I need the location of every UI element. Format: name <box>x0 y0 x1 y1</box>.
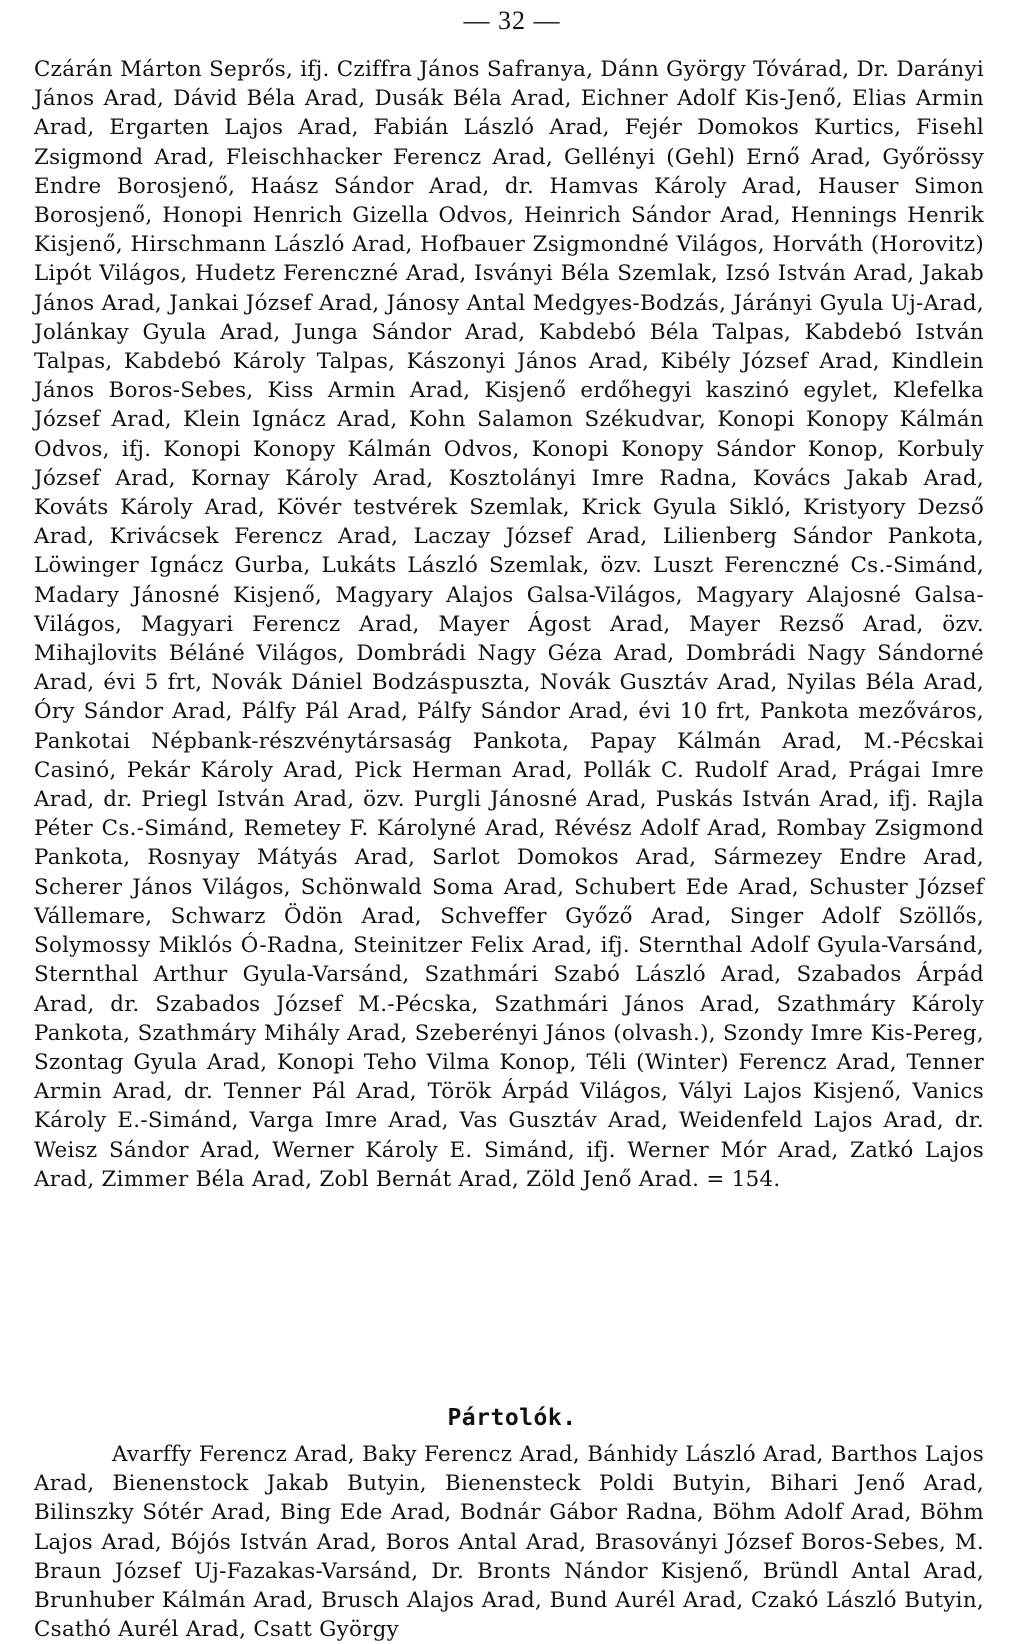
member-list <box>34 55 984 1194</box>
page-number: — 32 — <box>463 6 561 35</box>
patron-list <box>34 1440 984 1644</box>
section-title-patrons: Pártolók. <box>447 1405 577 1431</box>
document-page <box>34 0 990 1643</box>
member-list-paragraph: Czárán Márton Seprős, ifj. Cziffra János Safranya, Dánn György Tóvárad, Dr. Darányi János Arad, Dávid Béla Arad, Dusák Béla Arad, Eichner Adolf Kis-Jenő, Elias Armin Arad, Ergarten Lajos Arad, Fabián László Arad, Fejér Domokos Kurtics, Fisehl Zsigmond Arad, Fleischhacker Ferencz Arad, Gellényi (Gehl) Ernő Arad, Győrössy Endre Borosjenő, Haász Sándor Arad, dr. Hamvas Károly Arad, Hauser Simon Borosjenő, Honopi Henrich Gizella Odvos, Heinrich Sándor Arad, Hennings Henrik Kisjenő, Hirschmann László Arad, Hofbauer Zsigmondné Világos, Horváth (Horovitz) Lipót Világos, Hudetz Ferenczné Arad, Isványi Béla Szemlak, Izsó István Arad, Jakab János Arad, Jankai József Arad, Jánosy Antal Medgyes-Bodzás, Járányi Gyula Uj-Arad, Jolánkay Gyula Arad, Junga Sándor Arad, Kabdebó Béla Talpas, Kabdebó István Talpas, Kabdebó Károly Talpas, Kászonyi János Arad, Kibély József Arad, Kindlein János Boros-Sebes, Kiss Armin Arad, Kisjenő erdőhegyi kaszinó egylet, Klefelka József Arad, Klein Ignácz Arad, Kohn Salamon Székudvar, Konopi Konopy Kálmán Odvos, ifj. Konopi Konopy Kálmán Odvos, Konopi Konopy Sándor Konop, Korbuly József Arad, Kornay Károly Arad, Kosztolányi Imre Radna, Kovács Jakab Arad, Kováts Károly Arad, Kövér testvérek Szemlak, Krick Gyula Sikló, Kristyory Dezső Arad, Krivácsek Ferencz Arad, Laczay József Arad, Lilienberg Sándor Pankota, Löwinger Ignácz Gurba, Lukáts László Szemlak, özv. Luszt Ferenczné Cs.-Simánd, Madary Jánosné Kisjenő, Magyary Alajos Galsa-Világos, Magyary Alajosné Galsa-Világos, Magyari Ferencz Arad, Mayer Ágost Arad, Mayer Rezső Arad, özv. Mihajlovits Béláné Világos, Dombrádi Nagy Géza Arad, Dombrádi Nagy Sándorné Arad, évi 5 frt, Novák Dániel Bodzáspuszta, Novák Gusztáv Arad, Nyilas Béla Arad, Óry Sándor Arad, Pálfy Pál Arad, Pálfy Sándor Arad, évi 10 frt, Pankota mezőváros, Pankotai Népbank-részvénytársaság Pankota, Papay Kálmán Arad, M.-Pécskai Casinó, Pekár Károly Arad, Pick Herman Arad, Pollák C. Rudolf Arad, Prágai Imre Arad, dr. Priegl István Arad, özv. Purgli Jánosné Arad, Puskás István Arad, ifj. Rajla Péter Cs.-Simánd, Remetey F. Károlyné Arad, Révész Adolf Arad, Rombay Zsigmond Pankota, Rosnyay Mátyás Arad, Sarlot Domokos Arad, Sármezey Endre Arad, Scherer János Világos, Schönwald Soma Arad, Schubert Ede Arad, Schuster József Vállemare, Schwarz Ödön Arad, Schveffer Győző Arad, Singer Adolf Szöllős, Solymossy Miklós Ó-Radna, Steinitzer Felix Arad, ifj. Sternthal Adolf Gyula-Varsánd, Sternthal Arthur Gyula-Varsánd, Szathmári Szabó László Arad, Szabados Árpád Arad, dr. Szabados József M.-Pécska, Szathmári János Arad, Szathmáry Károly Pankota, Szathmáry Mihály Arad, Szeberényi János (olvash.), Szondy Imre Kis-Pereg, Szontag Gyula Arad, Konopi Teho Vilma Konop, Téli (Winter) Ferencz Arad, Tenner Armin Arad, dr. Tenner Pál Arad, Török Árpád Világos, Vályi Lajos Kisjenő, Vanics Károly E.-Simánd, Varga Imre Arad, Vas Gusztáv Arad, Weidenfeld Lajos Arad, dr. Weisz Sándor Arad, Werner Károly E. Simánd, ifj. Werner Mór Arad, Zatkó Lajos Arad, Zimmer Béla Arad, Zobl Bernát Arad, Zöld Jenő Arad. = 154. <box>34 57 984 1192</box>
patron-list-paragraph: Avarffy Ferencz Arad, Baky Ferencz Arad, Bánhidy László Arad, Barthos Lajos Arad, Bienenstock Jakab Butyin, Bienensteck Poldi Butyin, Bihari Jenő Arad, Bilinszky Sótér Arad, Bing Ede Arad, Bodnár Gábor Radna, Böhm Adolf Arad, Böhm Lajos Arad, Bójós István Arad, Boros Antal Arad, Brasoványi József Boros-Sebes, M. Braun József Uj-Fazakas-Varsánd, Dr. Bronts Nándor Kisjenő, Bründl Antal Arad, Brunhuber Kálmán Arad, Brusch Alajos Arad, Bund Aurél Arad, Czakó László Butyin, Csathó Aurél Arad, Csatt György <box>34 1442 984 1643</box>
